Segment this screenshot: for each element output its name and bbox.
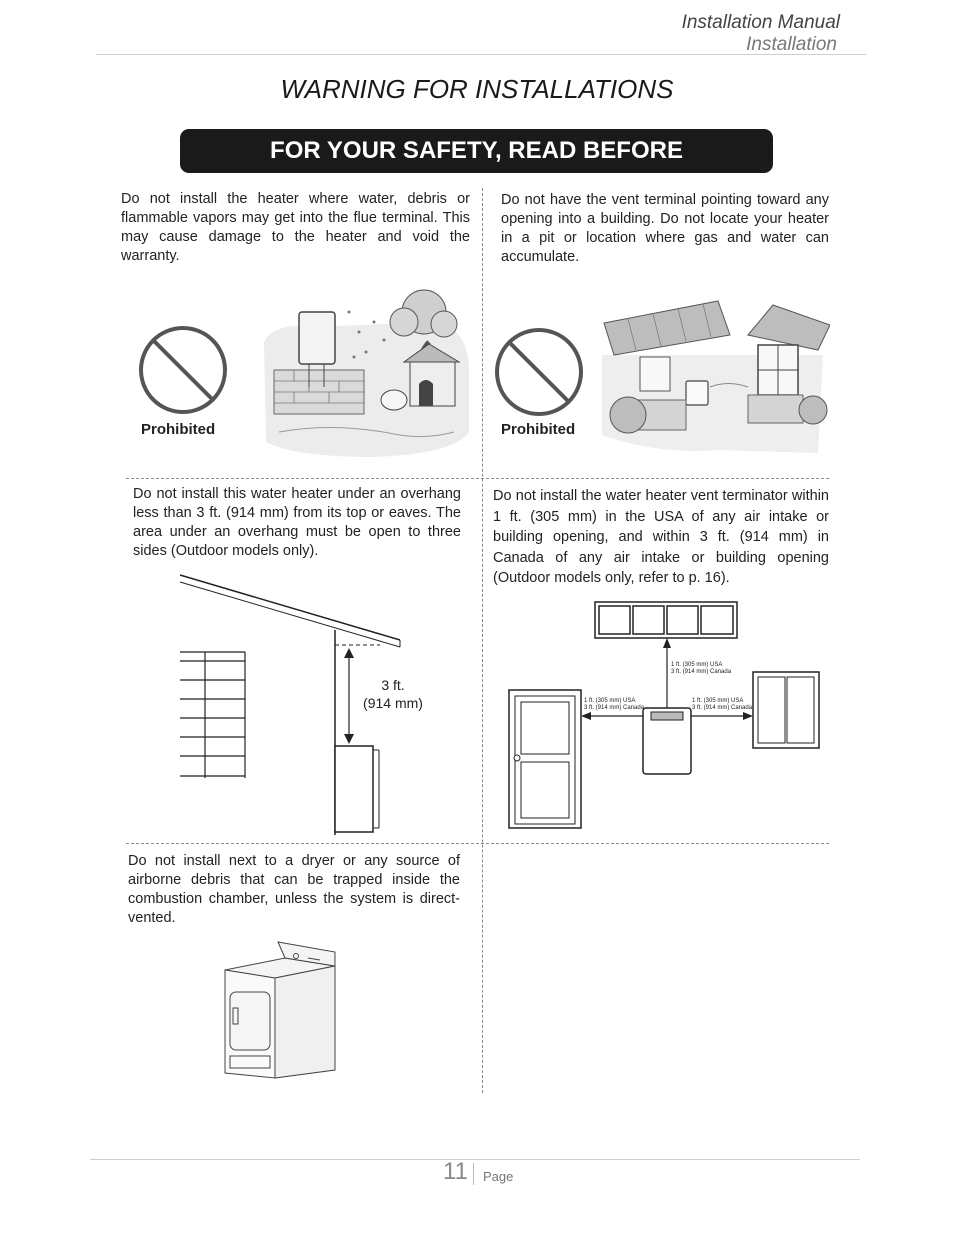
row-divider-1 (126, 478, 829, 479)
overhang-warning-text: Do not install this water heater under an overhang less than 3 ft. (914 mm) from its top or eaves. The area under an overhang must be open to three sides (Outdoor models only). (133, 486, 461, 559)
vent-direction-warning-text: Do not have the vent terminal pointing toward any opening into a building. Do not locate your heater in a pit or location where gas and water can accumulate. (501, 192, 829, 265)
page-separator (473, 1163, 474, 1185)
left-clearance-label: 1 ft. (305 mm) USA 3 ft. (914 mm) Canada (584, 698, 645, 711)
top-clearance-label: 1 ft. (305 mm) USA 3 ft. (914 mm) Canada (671, 662, 732, 675)
column-divider (482, 188, 483, 1093)
prohibited-icon (492, 325, 586, 419)
vent-clearance-diagram (505, 598, 825, 833)
clearance-warning-text: Do not install the water heater vent terminator within 1 ft. (305 mm) in the USA of any air intake or building opening, and within 3 ft. (914 mm) in Canada of any air intake or building opening (Outdoor models only, refer to p. 16). (493, 488, 829, 586)
manual-title: Installation Manual (681, 12, 840, 33)
footer-divider (90, 1159, 860, 1160)
header-divider (96, 54, 866, 55)
page-number: 11 (443, 1158, 468, 1185)
section-title: Installation (746, 34, 837, 55)
outdoor-heater-debris-illustration (254, 282, 474, 460)
warning-title: WARNING FOR INSTALLATIONS (280, 74, 674, 104)
dryer-illustration (220, 940, 340, 1082)
overhang-dimension-label: 3 ft. (914 mm) (363, 677, 423, 711)
house-vent-illustration (598, 295, 830, 457)
dryer-warning-text: Do not install next to a dryer or any source of airborne debris that can be trapped inside the combustion chamber, unless the system is direct-vented. (128, 853, 460, 926)
safety-banner: FOR YOUR SAFETY, READ BEFORE INSTALLATION: (180, 129, 773, 173)
flue-warning-text: Do not install the heater where water, debris or flammable vapors may get into the flue terminal. This may cause damage to the heater and void the warranty. (121, 191, 470, 264)
prohibited-icon (136, 323, 230, 417)
prohibited-label: Prohibited (501, 421, 576, 438)
page-label: Page (483, 1169, 514, 1184)
row-divider-2 (126, 843, 829, 844)
prohibited-label: Prohibited (141, 421, 216, 438)
right-clearance-label: 1 ft. (305 mm) USA 3 ft. (914 mm) Canada (692, 698, 753, 711)
